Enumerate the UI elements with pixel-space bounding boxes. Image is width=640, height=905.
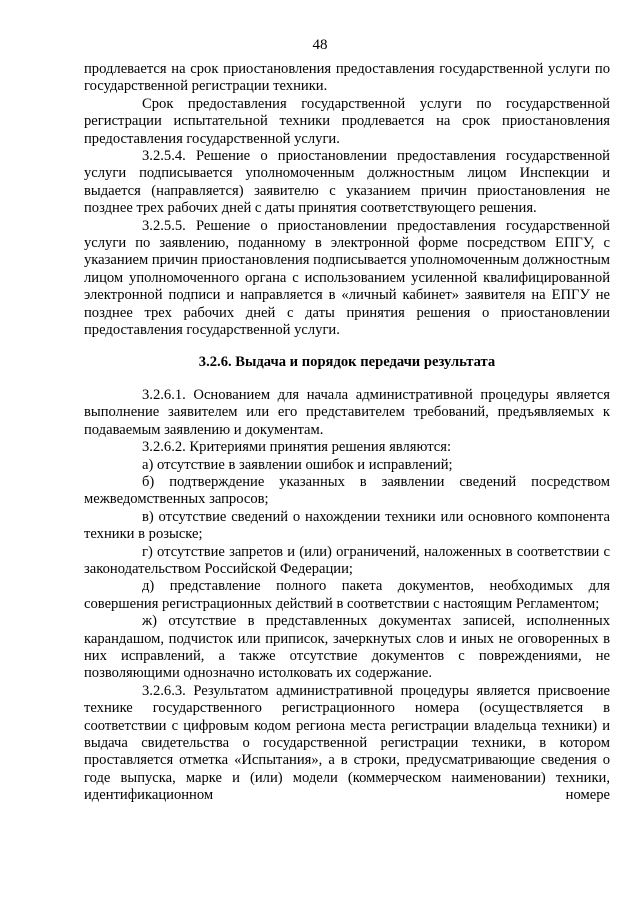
paragraph-continuation: продлевается на срок приостановления предоставления государственной услуги по государственной регистрации техники. [84, 61, 610, 95]
paragraph-3-2-5-4: 3.2.5.4. Решение о приостановлении предоставления государственной услуги подписывается уполномоченным должностным лицом Инспекции и выдается (направляется) заявителю с указанием причин приостановления не позднее трех рабочих дней с даты принятия соответствующего решения. [84, 148, 610, 217]
paragraph-3-2-6-1: 3.2.6.1. Основанием для начала административной процедуры является выполнение заявителем или его представителем требований, предъявляемых к подаваемым заявлению и документам. [84, 386, 610, 438]
criterion-zh: ж) отсутствие в представленных документах записей, исполненных карандашом, подчисток или приписок, зачеркнутых слов и иных не оговоренных в них исправлений, а также отсутствие документов с повреждениями, не позволяющими однозначно истолковать их содержание. [84, 613, 610, 682]
page-number: 48 [312, 37, 328, 53]
section-heading-3-2-6: 3.2.6. Выдача и порядок передачи результата [198, 353, 496, 370]
criterion-d: д) представление полного пакета документов, необходимых для совершения регистрационных действий в соответствии с настоящим Регламентом; [84, 578, 610, 612]
document-body [84, 61, 610, 805]
criterion-a: а) отсутствие в заявлении ошибок и исправлений; [142, 456, 453, 473]
paragraph-3-2-6-2: 3.2.6.2. Критериями принятия решения являются: [142, 439, 452, 456]
criterion-b: б) подтверждение указанных в заявлении сведений посредством межведомственных запросов; [84, 473, 610, 508]
criterion-v: в) отсутствие сведений о нахождении техники или основного компонента техники в розыске; [84, 508, 610, 543]
paragraph-term-extension: Срок предоставления государственной услуги по государственной регистрации испытательной техники продлевается на срок приостановления предоставления государственной услуги. [84, 95, 610, 147]
paragraph-3-2-6-3: 3.2.6.3. Результатом административной процедуры является присвоение технике государственного регистрационного номера (осуществляется в соответствии с цифровым кодом региона места регистрации владельца техники) и выдача свидетельства о государственной регистрации техники, в котором проставляется отметка «Испытания», а в строки, предусматривающие сведения о годе выпуска, марке и (или) модели (коммерческом наименовании) техники, идентификационном номере [84, 682, 610, 804]
criterion-g: г) отсутствие запретов и (или) ограничений, наложенных в соответствии с законодательством Российской Федерации; [84, 543, 610, 577]
paragraph-3-2-5-5: 3.2.5.5. Решение о приостановлении предоставления государственной услуги по заявлению, поданному в электронной форме посредством ЕПГУ, с указанием причин приостановления подписывается уполномоченным должностным лицом уполномоченного органа с использованием усиленной квалифицированной электронной подписи и направляется в «личный кабинет» заявителя на ЕПГУ не позднее трех рабочих дней с даты принятия решения о приостановлении предоставления государственной услуги. [84, 217, 610, 339]
